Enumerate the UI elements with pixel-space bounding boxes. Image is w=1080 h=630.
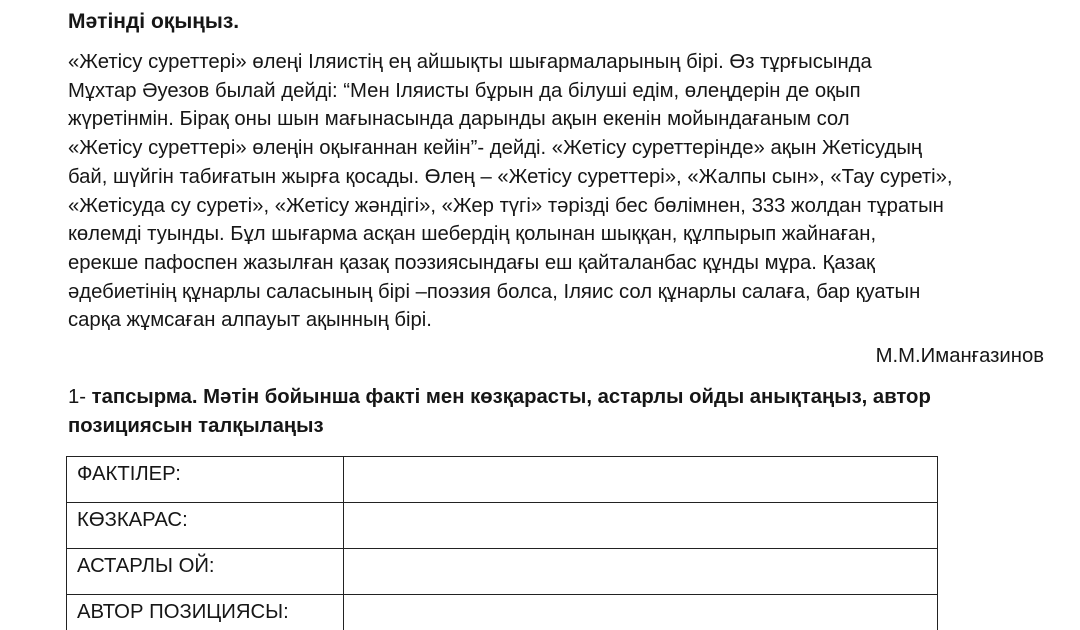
answer-cell-viewpoint[interactable] bbox=[344, 503, 938, 549]
row-label-facts: ФАКТІЛЕР: bbox=[67, 457, 344, 503]
task-number: 1- bbox=[68, 386, 92, 408]
passage-line: сарқа жұмсаған алпауыт ақынның бірі. bbox=[68, 309, 432, 332]
table-row bbox=[67, 595, 938, 630]
passage-line: әдебиетінің құнарлы саласының бірі –поэзия болса, Іляис сол құнарлы салаға, бар қуатын bbox=[68, 280, 921, 303]
task-title-line-2: позициясын талқылаңыз bbox=[68, 414, 324, 437]
row-label-viewpoint: КӨЗКАРАС: bbox=[67, 503, 344, 549]
page-heading: Мәтінді оқыңыз. bbox=[68, 10, 240, 33]
task-title-text: тапсырма. Мәтін бойынша факті мен көзқарасты, астарлы ойды анықтаңыз, автор bbox=[91, 386, 931, 408]
passage-line: «Жетісуда су суреті», «Жетісу жәндігі», «Жер түгі» тәрізді бес бөлімнен, 333 жолдан тұратын bbox=[68, 194, 944, 217]
answer-cell-author-position[interactable] bbox=[344, 595, 938, 630]
passage-line: көлемді туынды. Бұл шығарма асқан шебердің қолынан шыққан, құлпырып жайнаған, bbox=[68, 223, 877, 246]
answer-cell-facts[interactable] bbox=[344, 457, 938, 503]
passage-line: Мұхтар Әуезов былай дейді: “Мен Іляисты бұрын да білуші едім, өлеңдерін де оқып bbox=[68, 79, 861, 102]
author-signature: М.М.Иманғазинов bbox=[875, 345, 1044, 367]
passage-line: жүретінмін. Бірақ оны шын мағынасында дарынды ақын екенін мойындағаным сол bbox=[68, 108, 850, 131]
task-title-line-1 bbox=[68, 383, 1058, 412]
passage-line: «Жетісу суреттері» өлеңі Іляистің ең айшықты шығармаларының бірі. Өз тұрғысында bbox=[68, 51, 872, 73]
passage-line: «Жетісу суреттері» өлеңін оқығаннан кейін”- дейді. «Жетісу суреттерінде» ақын Жетісудың bbox=[68, 137, 923, 160]
passage-line: бай, шүйгін табиғатын жырға қосады. Өлең – «Жетісу суреттері», «Жалпы сын», «Тау суреті», bbox=[68, 165, 953, 188]
table-row bbox=[67, 457, 938, 503]
passage-line: ерекше пафоспен жазылған қазақ поэзиясындағы еш қайталанбас құнды мұра. Қазақ bbox=[68, 251, 875, 274]
row-label-author-position: АВТОР ПОЗИЦИЯСЫ: bbox=[67, 595, 344, 630]
table-row bbox=[67, 549, 938, 595]
row-label-subtext: АСТАРЛЫ ОЙ: bbox=[67, 549, 344, 595]
answer-table bbox=[66, 456, 938, 630]
reading-passage bbox=[68, 48, 1058, 335]
table-row bbox=[67, 503, 938, 549]
task-prompt bbox=[68, 383, 1058, 440]
answer-cell-subtext[interactable] bbox=[344, 549, 938, 595]
